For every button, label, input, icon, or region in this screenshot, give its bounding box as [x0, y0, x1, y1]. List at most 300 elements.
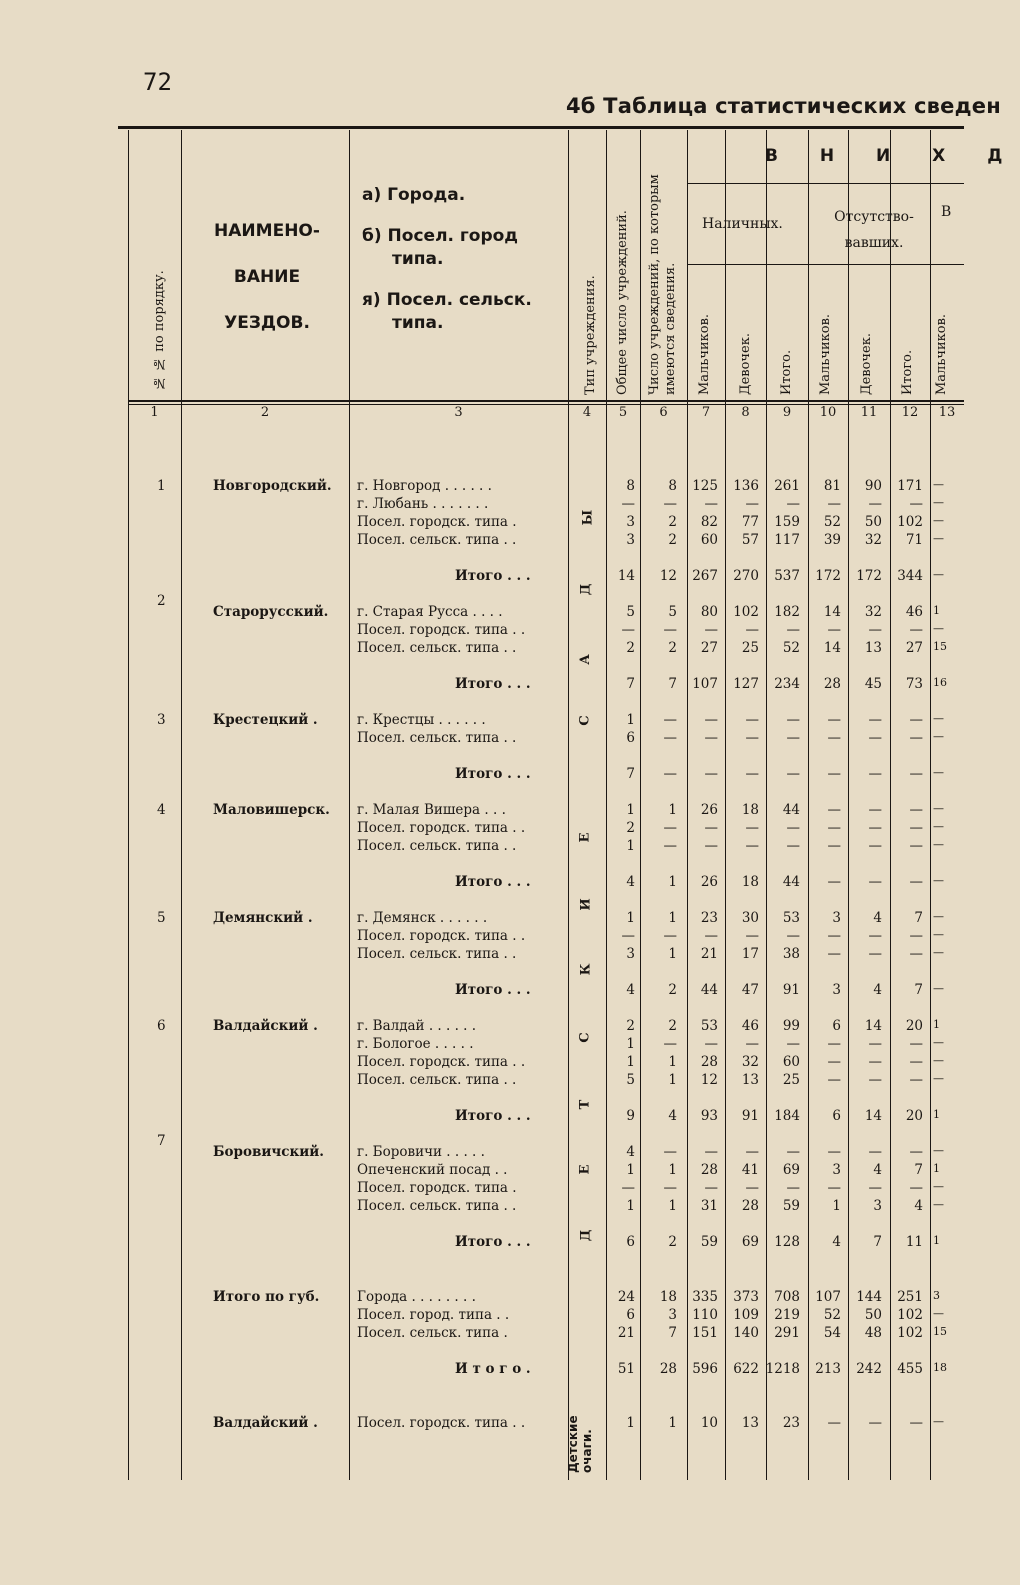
cell-value: 28 [700, 1162, 718, 1178]
cell-value: 2 [626, 1018, 635, 1034]
cell-value: — [933, 730, 944, 743]
cell-value: — [745, 1144, 759, 1160]
cell-value: — [909, 1144, 923, 1160]
total-row [0, 1361, 964, 1379]
column-number: 10 [819, 405, 837, 420]
cell-value: 23 [782, 1415, 800, 1431]
cell-value: 3 [832, 982, 841, 998]
cell-value: 51 [617, 1361, 635, 1377]
cell-value: — [868, 766, 882, 782]
cell-value: 21 [617, 1325, 635, 1341]
cell-value: 4 [626, 874, 635, 890]
cell-value: 1 [933, 1234, 940, 1247]
cell-value: 7 [626, 676, 635, 692]
cell-value: 7 [873, 1234, 882, 1250]
header-col1: № № по порядку. [152, 270, 167, 390]
row-label: Итого . . . [455, 1234, 531, 1250]
cell-value: 335 [692, 1289, 718, 1305]
district-number: 6 [157, 1018, 166, 1034]
cell-value: 109 [733, 1307, 759, 1323]
header-v-nikh: В Н И Х Д [765, 146, 1020, 166]
sub-malch-2: Мальчиков. [818, 313, 833, 395]
cell-value: 1 [626, 712, 635, 728]
type-letter: С [577, 715, 593, 726]
row-label: г. Демянск . . . . . . [357, 910, 488, 926]
row-label: Посел. сельск. типа . . [357, 1072, 517, 1088]
table-row [0, 1180, 964, 1198]
cell-value: 128 [774, 1234, 800, 1250]
cell-value: 12 [659, 568, 677, 584]
cell-value: — [704, 1036, 718, 1052]
table-row [0, 928, 964, 946]
row-label: Посел. сельск. типа . [357, 1325, 508, 1341]
type-letter: И [578, 898, 594, 911]
cell-value: 261 [774, 478, 800, 494]
row-label: г. Любань . . . . . . . [357, 496, 489, 512]
page-number: 72 [143, 68, 172, 96]
cell-value: 107 [815, 1289, 841, 1305]
cell-value: — [786, 928, 800, 944]
cell-value: 213 [815, 1361, 841, 1377]
cell-value: 44 [700, 982, 718, 998]
cell-value: 6 [832, 1018, 841, 1034]
cell-value: — [827, 1072, 841, 1088]
cell-value: 270 [733, 568, 759, 584]
cell-value: 102 [733, 604, 759, 620]
total-row [0, 766, 964, 784]
cell-value: 9 [626, 1108, 635, 1124]
cell-value: 8 [668, 478, 677, 494]
cell-value: 1 [626, 910, 635, 926]
cell-value: 26 [700, 802, 718, 818]
cell-value: 3 [626, 946, 635, 962]
cell-value: 91 [782, 982, 800, 998]
column-number: 4 [582, 405, 592, 420]
cell-value: 7 [668, 676, 677, 692]
cell-value: — [909, 622, 923, 638]
cell-value: 2 [626, 640, 635, 656]
cell-value: 28 [700, 1054, 718, 1070]
cell-value: — [868, 802, 882, 818]
row-label: Посел. городск. типа . [357, 514, 517, 530]
cell-value: 39 [823, 532, 841, 548]
cell-value: 144 [856, 1289, 882, 1305]
cell-value: 18 [741, 874, 759, 890]
cell-value: 596 [692, 1361, 718, 1377]
cell-value: — [933, 532, 944, 545]
cell-value: 14 [823, 604, 841, 620]
cell-value: — [786, 1036, 800, 1052]
cell-value: 5 [626, 1072, 635, 1088]
cell-value: — [621, 496, 635, 512]
cell-value: — [827, 1144, 841, 1160]
row-label: г. Валдай . . . . . . [357, 1018, 477, 1034]
cell-value: 8 [626, 478, 635, 494]
cell-value: 25 [782, 1072, 800, 1088]
table-row [0, 1198, 964, 1216]
row-label: Города . . . . . . . . [357, 1289, 476, 1305]
cell-value: 708 [774, 1289, 800, 1305]
type-letter: Д [578, 583, 594, 596]
table-row [0, 604, 964, 622]
table-row [0, 802, 964, 820]
cell-value: 1 [933, 604, 940, 617]
table-row [0, 496, 964, 514]
cell-value: — [745, 730, 759, 746]
district-number: 5 [157, 910, 166, 926]
cell-value: — [868, 874, 882, 890]
cell-value: — [909, 802, 923, 818]
cell-value: 291 [774, 1325, 800, 1341]
table-row [0, 1018, 964, 1036]
cell-value: 7 [914, 1162, 923, 1178]
cell-value: 52 [823, 1307, 841, 1323]
cell-value: — [909, 1180, 923, 1196]
cell-value: 54 [823, 1325, 841, 1341]
cell-value: — [786, 496, 800, 512]
cell-value: 6 [832, 1108, 841, 1124]
cell-value: 3 [873, 1198, 882, 1214]
cell-value: 1 [626, 1036, 635, 1052]
type-letter: Е [577, 832, 593, 843]
cell-value: — [827, 838, 841, 854]
cell-value: 125 [692, 478, 718, 494]
row-label: Посел. городск. типа . [357, 1180, 517, 1196]
cell-value: 4 [873, 982, 882, 998]
cell-value: 47 [741, 982, 759, 998]
district-name: Крестецкий . [213, 712, 318, 728]
cell-value: — [868, 928, 882, 944]
cell-value: — [704, 838, 718, 854]
district-number: 1 [157, 478, 166, 494]
cell-value: — [827, 928, 841, 944]
cell-value: 1 [668, 802, 677, 818]
cell-value: 53 [700, 1018, 718, 1034]
column-number: 5 [618, 405, 628, 420]
cell-value: — [909, 1415, 923, 1431]
cell-value: — [909, 946, 923, 962]
row-label: Посел. сельск. типа . . [357, 532, 517, 548]
table-row [0, 712, 964, 730]
cell-value: 17 [741, 946, 759, 962]
cell-value: 1218 [765, 1361, 800, 1377]
cell-value: — [745, 1036, 759, 1052]
cell-value: — [933, 766, 944, 779]
cell-value: — [704, 622, 718, 638]
row-label: г. Боровичи . . . . . [357, 1144, 485, 1160]
cell-value: 1 [933, 1018, 940, 1031]
header-col5: Общее число учреждений. [615, 210, 630, 395]
cell-value: — [933, 802, 944, 815]
cell-value: — [745, 496, 759, 512]
cell-value: 7 [626, 766, 635, 782]
cell-value: 172 [856, 568, 882, 584]
cell-value: — [621, 1180, 635, 1196]
header-col2 [212, 208, 322, 346]
cell-value: 6 [626, 1307, 635, 1323]
cell-value: — [933, 910, 944, 923]
cell-value: — [704, 820, 718, 836]
row-label: г. Малая Вишера . . . [357, 802, 506, 818]
district-number: 2 [157, 593, 166, 609]
row-label: Посел. городск. типа . . [357, 1415, 526, 1431]
table-row [0, 640, 964, 658]
cell-value: 11 [905, 1234, 923, 1250]
cell-value: 99 [782, 1018, 800, 1034]
sub-devoch-2: Девочек. [859, 333, 874, 395]
cell-value: 242 [856, 1361, 882, 1377]
cell-value: 23 [700, 910, 718, 926]
cell-value: 30 [741, 910, 759, 926]
cell-value: — [704, 730, 718, 746]
header-col2-line1: НАИМЕНО- [214, 221, 320, 241]
cell-value: 27 [700, 640, 718, 656]
cell-value: 50 [864, 1307, 882, 1323]
cell-value: 1 [668, 910, 677, 926]
cell-value: — [868, 820, 882, 836]
table-row [0, 1054, 964, 1072]
column-number: 3 [454, 405, 463, 420]
cell-value: — [704, 1144, 718, 1160]
type-letter: А [577, 654, 593, 665]
cell-value: — [933, 1198, 944, 1211]
cell-value: 136 [733, 478, 759, 494]
header-col3 [362, 184, 532, 335]
column-number: 7 [701, 405, 711, 420]
sub-itogo-2: Итого. [900, 349, 915, 395]
cell-value: — [868, 622, 882, 638]
cell-value: 15 [933, 1325, 947, 1338]
cell-value: 1 [626, 802, 635, 818]
cell-value: 32 [864, 532, 882, 548]
cell-value: 14 [823, 640, 841, 656]
cell-value: 48 [864, 1325, 882, 1341]
cell-value: — [745, 712, 759, 728]
district-name: Демянский . [213, 910, 313, 926]
column-number: 11 [860, 405, 878, 420]
cell-value: 537 [774, 568, 800, 584]
cell-value: 13 [741, 1072, 759, 1088]
cell-value: — [909, 730, 923, 746]
type-letter: Ы [580, 509, 596, 526]
cell-value: — [933, 838, 944, 851]
cell-value: 80 [700, 604, 718, 620]
cell-value: 1 [668, 874, 677, 890]
table-row [0, 1036, 964, 1054]
cell-value: 69 [741, 1234, 759, 1250]
cell-value: — [786, 766, 800, 782]
table-row [0, 514, 964, 532]
row-label: Посел. городск. типа . . [357, 928, 526, 944]
cell-value: 44 [782, 802, 800, 818]
cell-value: 7 [668, 1325, 677, 1341]
cell-value: — [868, 1054, 882, 1070]
header-otsutstv: Отсутство-вавших. [834, 209, 914, 251]
cell-value: — [745, 766, 759, 782]
v-nikh-rule [687, 183, 964, 184]
cell-value: — [827, 496, 841, 512]
row-label: Посел. сельск. типа . . [357, 838, 517, 854]
cell-value: 59 [700, 1234, 718, 1250]
cell-value: 4 [873, 1162, 882, 1178]
cell-value: 344 [897, 568, 923, 584]
cell-value: 4 [626, 1144, 635, 1160]
cell-value: 91 [741, 1108, 759, 1124]
type-letter: Е [577, 1164, 593, 1175]
row-label: Посел. городск. типа . . [357, 622, 526, 638]
cell-value: 127 [733, 676, 759, 692]
cell-value: 32 [864, 604, 882, 620]
cell-value: 38 [782, 946, 800, 962]
cell-value: — [827, 1036, 841, 1052]
cell-value: — [704, 766, 718, 782]
cell-value: — [704, 928, 718, 944]
cell-value: — [909, 1072, 923, 1088]
cell-value: 26 [700, 874, 718, 890]
district-number: 3 [157, 712, 166, 728]
cell-value: 21 [700, 946, 718, 962]
cell-value: 1 [626, 1198, 635, 1214]
cell-value: 1 [832, 1198, 841, 1214]
top-rule [118, 126, 964, 129]
table-row [0, 622, 964, 640]
sub-malch-3: Мальчиков. [934, 313, 949, 395]
cell-value: — [704, 712, 718, 728]
row-label: Итого . . . [455, 766, 531, 782]
cell-value: 1 [668, 1415, 677, 1431]
table-row [0, 820, 964, 838]
header-col3-a: а) Города. [362, 185, 466, 205]
sub-devoch-1: Девочек. [738, 333, 753, 395]
row-label: Посел. город. типа . . [357, 1307, 510, 1323]
header-col3-b: б) Посел. город [362, 226, 519, 246]
type-letter: К [578, 963, 594, 976]
cell-value: — [868, 1072, 882, 1088]
cell-value: 20 [905, 1018, 923, 1034]
cell-value: — [745, 820, 759, 836]
cell-value: 77 [741, 514, 759, 530]
cell-value: — [786, 712, 800, 728]
table-row [0, 1289, 964, 1307]
cell-value: — [933, 1415, 944, 1428]
header-col4: Тип учреждения. [583, 275, 598, 395]
cell-value: 1 [668, 1162, 677, 1178]
cell-value: — [909, 874, 923, 890]
cell-value: — [933, 1144, 944, 1157]
cell-value: 25 [741, 640, 759, 656]
cell-value: 46 [905, 604, 923, 620]
district-name: Новгородский. [213, 478, 332, 494]
cell-value: — [663, 766, 677, 782]
cell-value: 3 [832, 910, 841, 926]
cell-value: 81 [823, 478, 841, 494]
cell-value: 4 [626, 982, 635, 998]
cell-value: 2 [668, 640, 677, 656]
cell-value: 1 [933, 1108, 940, 1121]
cell-value: — [868, 730, 882, 746]
header-col2-line2: ВАНИЕ [233, 267, 301, 287]
cell-value: — [621, 928, 635, 944]
cell-value: 28 [659, 1361, 677, 1377]
cell-value: 41 [741, 1162, 759, 1178]
cell-value: — [704, 1180, 718, 1196]
cell-value: — [663, 496, 677, 512]
cell-value: — [868, 712, 882, 728]
cell-value: — [909, 928, 923, 944]
column-number: 12 [901, 405, 919, 420]
cell-value: — [827, 874, 841, 890]
cell-value: 117 [774, 532, 800, 548]
table-row [0, 1072, 964, 1090]
cell-value: 93 [700, 1108, 718, 1124]
district-number: 7 [157, 1133, 166, 1149]
table-row [0, 838, 964, 856]
row-label: Итого . . . [455, 568, 531, 584]
cell-value: 2 [626, 820, 635, 836]
cell-value: — [786, 820, 800, 836]
cell-value: 60 [700, 532, 718, 548]
cell-value: — [663, 838, 677, 854]
cell-value: 31 [700, 1198, 718, 1214]
cell-value: — [827, 1415, 841, 1431]
cell-value: 171 [897, 478, 923, 494]
row-label: Посел. сельск. типа . . [357, 1198, 517, 1214]
cell-value: 1 [626, 1415, 635, 1431]
cell-value: 27 [905, 640, 923, 656]
cell-value: 14 [864, 1108, 882, 1124]
cell-value: 1 [933, 1162, 940, 1175]
table-row [0, 910, 964, 928]
cell-value: — [933, 568, 944, 581]
cell-value: — [909, 820, 923, 836]
cell-value: 45 [864, 676, 882, 692]
cell-value: — [933, 820, 944, 833]
cell-value: 60 [782, 1054, 800, 1070]
table-title: 4б Таблица статистических сведен [566, 94, 1001, 118]
row-label: г. Бологое . . . . . [357, 1036, 474, 1052]
cell-value: 14 [617, 568, 635, 584]
cell-value: — [704, 496, 718, 512]
cell-value: — [933, 496, 944, 509]
cell-value: — [745, 928, 759, 944]
cell-value: 4 [873, 910, 882, 926]
row-label: Посел. сельск. типа . . [357, 640, 517, 656]
row-label: Итого . . . [455, 874, 531, 890]
cell-value: 46 [741, 1018, 759, 1034]
cell-value: 1 [626, 1162, 635, 1178]
cell-value: 4 [914, 1198, 923, 1214]
cell-value: 73 [905, 676, 923, 692]
district-name: Валдайский . [213, 1018, 318, 1034]
cell-value: — [745, 1180, 759, 1196]
cell-value: — [786, 1144, 800, 1160]
cell-value: 1 [668, 1054, 677, 1070]
cell-value: 82 [700, 514, 718, 530]
row-label: г. Старая Русса . . . . [357, 604, 503, 620]
cell-value: 14 [864, 1018, 882, 1034]
row-label: Посел. сельск. типа . . [357, 946, 517, 962]
cell-value: — [663, 622, 677, 638]
district-name: Итого по губ. [213, 1289, 320, 1305]
row-label: Посел. городск. типа . . [357, 1054, 526, 1070]
cell-value: 90 [864, 478, 882, 494]
cell-value: — [663, 712, 677, 728]
cell-value: — [909, 496, 923, 512]
cell-value: 1 [626, 1054, 635, 1070]
table-row [0, 946, 964, 964]
cell-value: 12 [700, 1072, 718, 1088]
row-label: Итого . . . [455, 676, 531, 692]
